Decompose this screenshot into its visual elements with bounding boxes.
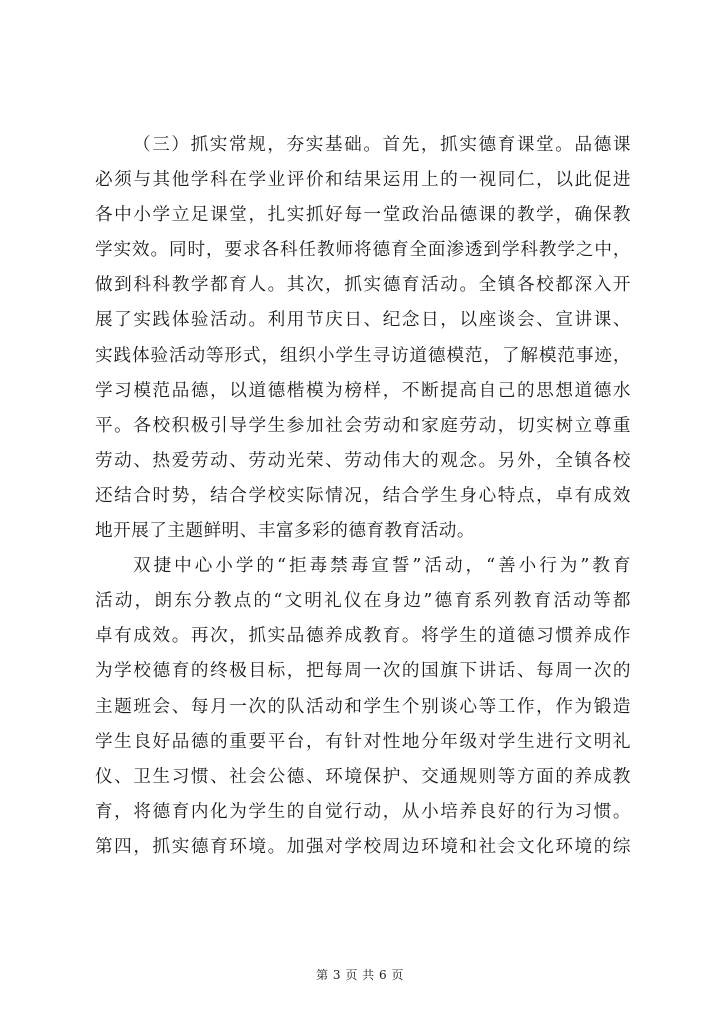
paragraph-1-line: （三）抓实常规，夯实基础。首先，抓实德育课堂。品德课	[133, 135, 631, 155]
paragraph-1-line: 学实效。同时，要求各科任教师将德育全面渗透到学科教学之中，	[95, 240, 631, 261]
paragraph-2-line: 学生良好品德的重要平台，有针对性地分年级对学生进行文明礼	[95, 731, 631, 752]
paragraph-2-line: 育，将德育内化为学生的自觉行动，从小培养良好的行为习惯。	[95, 801, 631, 822]
paragraph-2-line: 双捷中心小学的“拒毒禁毒宣誓”活动，“善小行为”教育	[133, 556, 631, 577]
paragraph-1-line: 平。各校积极引导学生参加社会劳动和家庭劳动，切实树立尊重	[95, 415, 631, 436]
paragraph-2-line: 为学校德育的终极目标，把每周一次的国旗下讲话、每周一次的	[95, 661, 631, 682]
paragraph-2-line: 主题班会、每月一次的队活动和学生个别谈心等工作，作为锻造	[95, 696, 631, 717]
body-text	[95, 128, 631, 865]
page-number-footer: 第 3 页 共 6 页	[316, 968, 404, 982]
paragraph-1-line: 学习模范品德，以道德楷模为榜样，不断提高自己的思想道德水	[95, 380, 631, 401]
paragraph-1-line: 做到科科教学都育人。其次，抓实德育活动。全镇各校都深入开	[95, 275, 631, 296]
paragraph-2-line: 卓有成效。再次，抓实品德养成教育。将学生的道德习惯养成作	[95, 626, 631, 647]
paragraph-1-line: 各中小学立足课堂，扎实抓好每一堂政治品德课的教学，确保教	[95, 205, 631, 226]
paragraph-1-line: 必须与其他学科在学业评价和结果运用上的一视同仁，以此促进	[95, 170, 631, 191]
paragraph-2-line: 活动，朗东分教点的“文明礼仪在身边”德育系列教育活动等都	[95, 591, 631, 612]
paragraph-1-line: 还结合时势，结合学校实际情况，结合学生身心特点，卓有成效	[95, 485, 631, 506]
paragraph-1-line: 实践体验活动等形式，组织小学生寻访道德模范，了解模范事迹，	[95, 345, 631, 366]
paragraph-2-line: 第四，抓实德育环境。加强对学校周边环境和社会文化环境的综	[95, 836, 631, 857]
paragraph-1-line: 展了实践体验活动。利用节庆日、纪念日，以座谈会、宣讲课、	[95, 310, 631, 331]
paragraph-1-line: 劳动、热爱劳动、劳动光荣、劳动伟大的观念。另外，全镇各校	[95, 450, 631, 471]
paragraph-1-line: 地开展了主题鲜明、丰富多彩的德育教育活动。	[95, 521, 475, 542]
paragraph-2-line: 仪、卫生习惯、社会公德、环境保护、交通规则等方面的养成教	[95, 766, 631, 787]
